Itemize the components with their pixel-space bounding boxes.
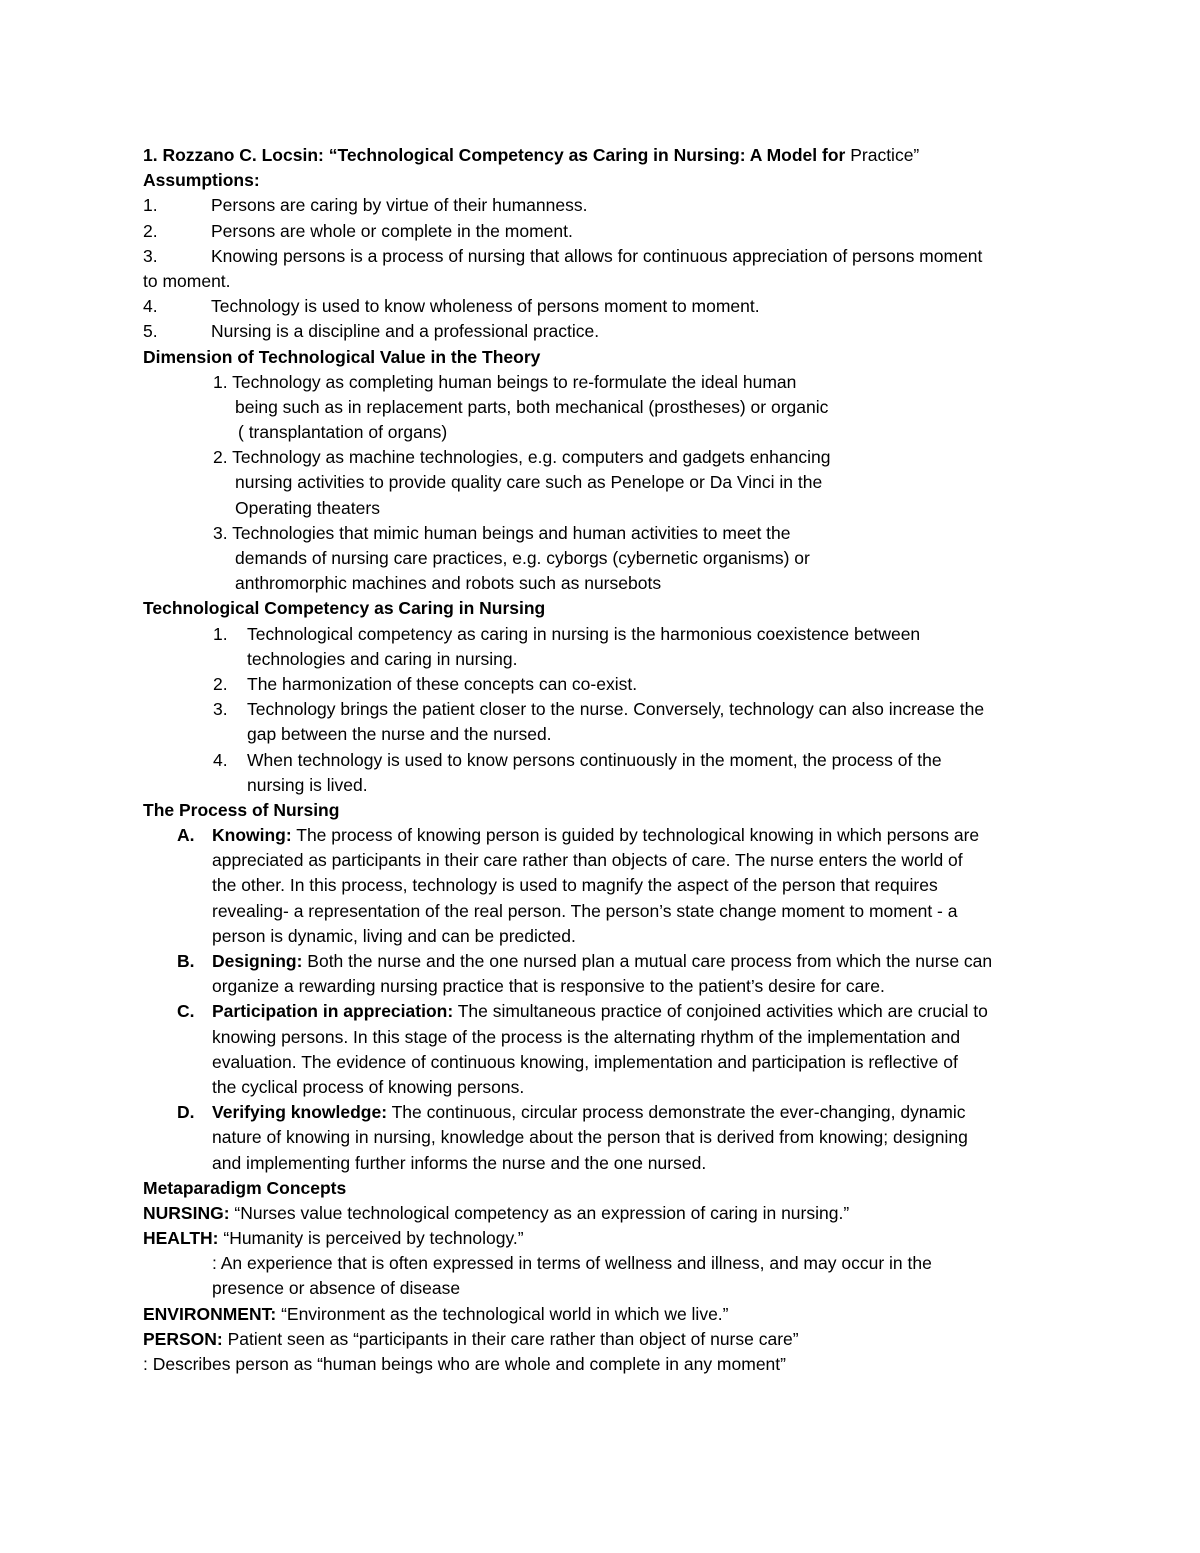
process-item [143,999,1063,1024]
dimension-item-continuation: nursing activities to provide quality care such as Penelope or Da Vinci in the [235,472,823,493]
dimension-item: 2. Technology as machine technologies, e.g. computers and gadgets enhancing [213,447,831,468]
item-number: 4. [213,749,228,770]
process-item-continuation: organize a rewarding nursing practice that is responsive to the patient’s desire for care. [212,976,885,997]
item-letter: D. [177,1102,195,1123]
dimension-item: 1. Technology as completing human beings to re-formulate the ideal human [213,371,797,392]
concept-text: “Environment as the technological world in which we live.” [276,1303,729,1324]
item-text: The process of knowing person is guided by technological knowing in which persons are [291,825,980,846]
process-heading: The Process of Nursing [143,799,340,820]
item-term: Designing: [212,951,303,971]
dimension-item-continuation: ( transplantation of organs) [238,422,448,443]
competency-item-continuation: gap between the nurse and the nursed. [247,724,552,745]
metaparadigm-health-continuation: : An experience that is often expressed in terms of wellness and illness, and may occur in the [212,1253,932,1274]
item-number: 3. [143,245,158,266]
assumption-item [143,244,1063,269]
item-text: Technological competency as caring in nursing is the harmonious coexistence between [247,623,921,644]
item-text: The continuous, circular process demonstrate the ever-changing, dynamic [387,1102,966,1123]
process-item-continuation: evaluation. The evidence of continuous knowing, implementation and participation is reflective of [212,1051,958,1072]
assumption-item [143,193,1063,218]
process-item [143,949,1063,974]
process-item-continuation: revealing- a representation of the real person. The person’s state change moment to moment - a [212,900,958,921]
metaparadigm-person-continuation: : Describes person as “human beings who are whole and complete in any moment” [143,1354,786,1374]
competency-item [143,672,1063,697]
dimension-item-continuation: being such as in replacement parts, both mechanical (prostheses) or organic [235,396,829,417]
metaparadigm-person [143,1327,1063,1352]
process-item-continuation: and implementing further informs the nurse and the one nursed. [212,1152,707,1173]
item-term: Participation in appreciation: [212,1001,454,1022]
item-text: Both the nurse and the one nursed plan a mutual care process from which the nurse can [302,951,993,971]
item-letter: C. [177,1001,195,1022]
process-item-continuation: nature of knowing in nursing, knowledge about the person that is derived from knowing; designing [212,1127,968,1148]
item-text: The harmonization of these concepts can co-exist. [247,673,638,694]
competency-item [143,748,1063,773]
dimension-item-continuation: Operating theaters [235,497,380,518]
process-item-continuation: the other. In this process, technology is used to magnify the aspect of the person that requires [212,875,938,896]
assumption-item-continuation: to moment. [143,270,231,291]
dimension-heading: Dimension of Technological Value in the Theory [143,346,541,367]
item-number: 1. [213,623,228,644]
metaparadigm-health-continuation: presence or absence of disease [212,1278,461,1299]
item-text: Persons are whole or complete in the moment. [211,220,573,241]
item-number: 2. [213,673,228,694]
item-letter: B. [177,951,195,971]
item-text: Technology brings the patient closer to the nurse. Conversely, technology can also increase the [247,699,985,720]
concept-term: HEALTH: [143,1228,219,1249]
item-number: 1. [143,195,158,216]
concept-term: PERSON: [143,1328,223,1349]
dimension-item-continuation: demands of nursing care practices, e.g. cyborgs (cybernetic organisms) or [235,548,810,568]
assumption-item [143,219,1063,244]
item-text: Persons are caring by virtue of their humanness. [211,195,588,216]
process-item-continuation: person is dynamic, living and can be predicted. [212,925,576,946]
title-bold: 1. Rozzano C. Locsin: “Technological Competency as Caring in Nursing: A Model for [143,145,846,165]
concept-text: Patient seen as “participants in their care rather than object of nurse care” [222,1328,799,1349]
assumption-item [143,294,1063,319]
item-number: 2. [143,220,158,241]
item-text: Knowing persons is a process of nursing that allows for continuous appreciation of persons moment [211,245,983,266]
item-text: Nursing is a discipline and a professional practice. [211,321,600,342]
concept-term: NURSING: [143,1202,230,1223]
process-item-continuation: the cyclical process of knowing persons. [212,1076,525,1097]
item-number: 4. [143,296,158,317]
dimension-item-continuation: anthromorphic machines and robots such as nursebots [235,573,662,594]
document-title [143,143,1063,168]
competency-item-continuation: technologies and caring in nursing. [247,648,518,669]
process-item-continuation: appreciated as participants in their care rather than objects of care. The nurse enters the world of [212,850,963,871]
item-text: The simultaneous practice of conjoined activities which are crucial to [453,1001,988,1022]
item-term: Verifying knowledge: [212,1102,388,1123]
concept-text: “Nurses value technological competency as an expression of caring in nursing.” [229,1202,850,1223]
process-item [143,1100,1063,1125]
competency-heading: Technological Competency as Caring in Nursing [143,598,546,619]
metaparadigm-nursing [143,1201,1063,1226]
title-suffix: Practice” [845,145,920,165]
competency-item [143,697,1063,722]
competency-item [143,622,1063,647]
dimension-item: 3. Technologies that mimic human beings and human activities to meet the [213,522,791,543]
item-text: When technology is used to know persons continuously in the moment, the process of the [247,749,942,770]
process-item [143,823,1063,848]
concept-text: “Humanity is perceived by technology.” [218,1228,524,1249]
item-term: Knowing: [212,825,292,846]
assumption-item [143,319,1063,344]
metaparadigm-health [143,1226,1063,1251]
item-number: 5. [143,321,158,342]
concept-term: ENVIRONMENT: [143,1303,277,1324]
competency-item-continuation: nursing is lived. [247,774,368,795]
item-letter: A. [177,825,195,846]
assumptions-heading: Assumptions: [143,170,260,191]
item-text: Technology is used to know wholeness of persons moment to moment. [211,296,760,317]
process-item-continuation: knowing persons. In this stage of the process is the alternating rhythm of the implementation and [212,1026,961,1047]
metaparadigm-environment [143,1302,1063,1327]
metaparadigm-heading: Metaparadigm Concepts [143,1177,347,1198]
item-number: 3. [213,699,228,720]
document-body [143,143,1063,1377]
